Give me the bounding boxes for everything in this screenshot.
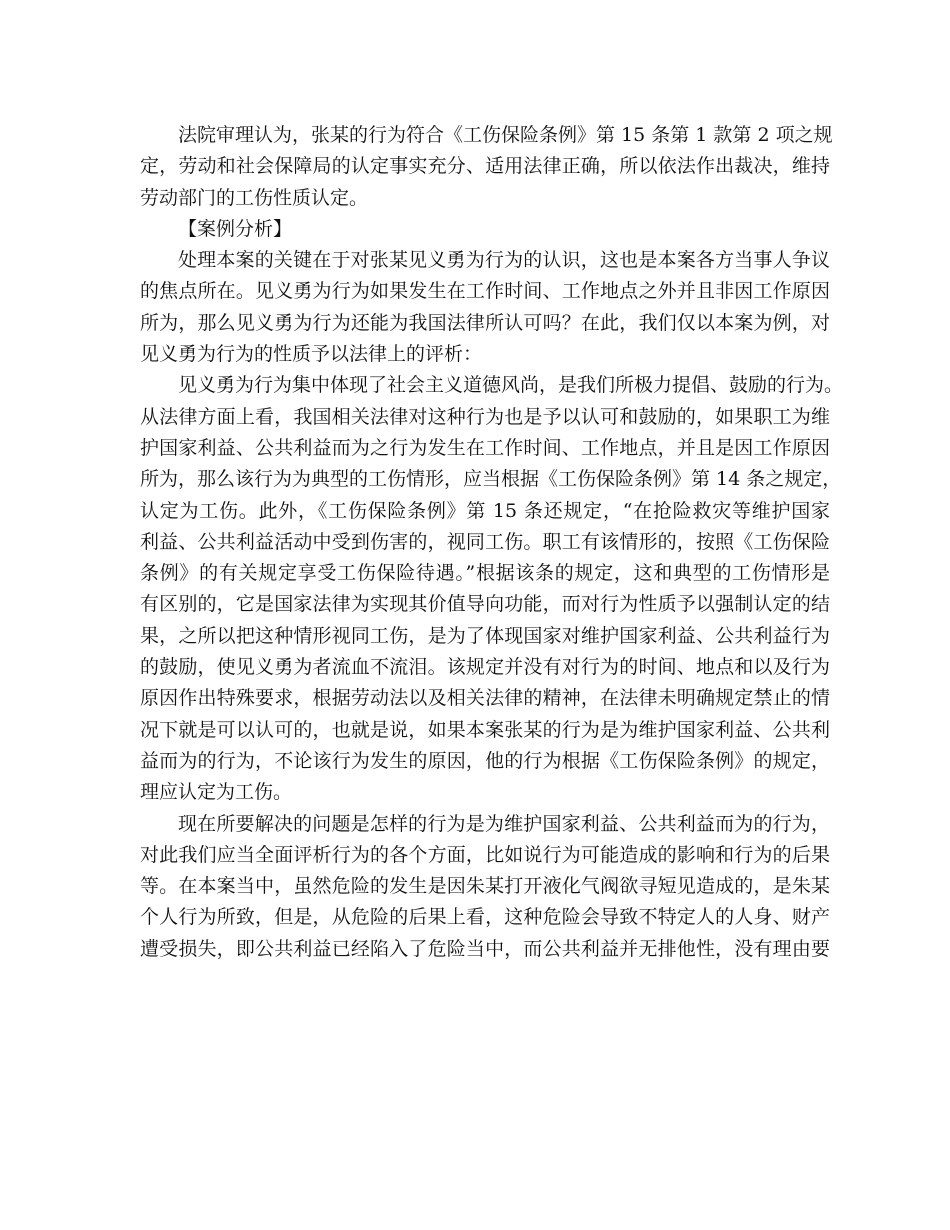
text-line: 见义勇为行为的性质予以法律上的评析：	[140, 343, 483, 366]
section-heading-case-analysis	[140, 214, 830, 245]
section-heading: 【案例分析】	[178, 217, 293, 240]
paragraph-analysis-intro	[140, 245, 830, 370]
text-line: 的焦点所在。见义勇为行为如果发生在工作时间、工作地点之外并且非因工作原因	[140, 280, 830, 303]
text-line: 条例》的有关规定享受工伤保险待遇。”根据该条的规定，这和典型的工伤情形是	[140, 562, 830, 585]
text-line: 个人行为所致，但是，从危险的后果上看，这种危险会导致不特定人的人身、财产	[140, 906, 830, 929]
text-line: 的鼓励，使见义勇为者流血不流泪。该规定并没有对行为的时间、地点和以及行为	[140, 656, 830, 679]
text-line: 理应认定为工伤。	[140, 781, 293, 804]
text-line: 认定为工伤。此外，《工伤保险条例》第 15 条还规定，“在抢险救灾等维护国家	[140, 499, 830, 522]
text-line: 等。在本案当中，虽然危险的发生是因朱某打开液化气阀欲寻短见造成的，是朱某	[140, 875, 830, 898]
text-line: 遭受损失，即公共利益已经陷入了危险当中，而公共利益并无排他性，没有理由要	[140, 937, 830, 960]
paragraph-court-ruling	[140, 120, 833, 214]
text-line: 护国家利益、公共利益而为之行为发生在工作时间、工作地点，并且是因工作原因	[140, 436, 830, 459]
text-line: 法院审理认为，张某的行为符合《工伤保险条例》第 15 条第 1 款第 2 项之规	[178, 124, 833, 146]
text-line: 原因作出特殊要求，根据劳动法以及相关法律的精神，在法律未明确规定禁止的情	[140, 687, 830, 710]
text-line: 劳动部门的工伤性质认定。	[140, 186, 369, 209]
document-body	[140, 120, 844, 965]
text-line: 见义勇为行为集中体现了社会主义道德风尚，是我们所极力提倡、鼓励的行为。	[178, 374, 844, 397]
text-line: 益而为的行为，不论该行为发生的原因，他的行为根据《工伤保险条例》的规定，	[140, 749, 830, 772]
text-line: 对此我们应当全面评析行为的各个方面，比如说行为可能造成的影响和行为的后果	[140, 843, 830, 866]
paragraph-legal-nature	[140, 370, 844, 808]
text-line: 现在所要解决的问题是怎样的行为是为维护国家利益、公共利益而为的行为，	[178, 812, 830, 835]
text-line: 所为，那么该行为为典型的工伤情形，应当根据《工伤保险条例》第 14 条之规定，	[140, 468, 842, 491]
text-line: 从法律方面上看，我国相关法律对这种行为也是予以认可和鼓励的，如果职工为维	[140, 405, 830, 428]
text-line: 况下就是可以认可的，也就是说，如果本案张某的行为是为维护国家利益、公共利	[140, 718, 830, 741]
text-line: 有区别的，它是国家法律为实现其价值导向功能，而对行为性质予以强制认定的结	[140, 593, 830, 616]
text-line: 果，之所以把这种情形视同工伤，是为了体现国家对维护国家利益、公共利益行为	[140, 624, 830, 647]
text-line: 利益、公共利益活动中受到伤害的，视同工伤。职工有该情形的，按照《工伤保险	[140, 530, 830, 553]
text-line: 定，劳动和社会保障局的认定事实充分、适用法律正确，所以依法作出裁决，维持	[140, 155, 830, 178]
paragraph-problem-to-solve	[140, 809, 830, 965]
text-line: 处理本案的关键在于对张某见义勇为行为的认识，这也是本案各方当事人争议	[178, 249, 830, 272]
text-line: 所为，那么见义勇为行为还能为我国法律所认可吗？在此，我们仅以本案为例，对	[140, 311, 830, 334]
